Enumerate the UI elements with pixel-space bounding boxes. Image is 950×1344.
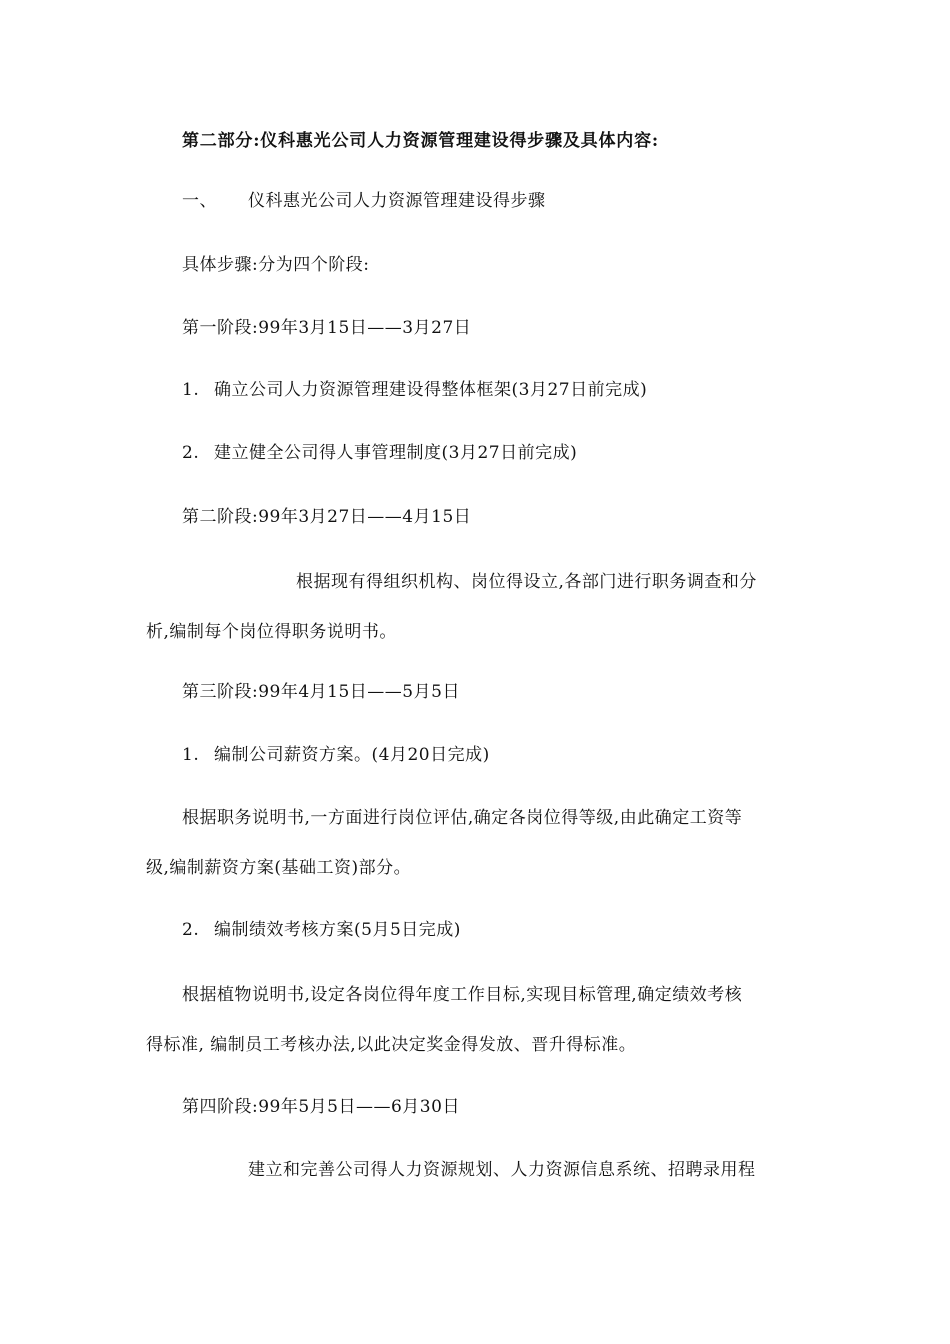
phase3-item-1: [182, 743, 490, 767]
phase1-item-2: [182, 441, 577, 465]
phase2-paragraph-line2: 析,编制每个岗位得职务说明书。: [146, 622, 397, 642]
phase3-paragraph1-line2: 级,编制薪资方案(基础工资)部分。: [146, 858, 412, 878]
phase1-title: 第一阶段:99年3月15日——3月27日: [182, 318, 472, 338]
list-number: 2.: [182, 920, 200, 940]
phase3-paragraph2-line1: 根据植物说明书,设定各岗位得年度工作目标,实现目标管理,确定绩效考核: [182, 985, 743, 1005]
list-number: 1.: [182, 745, 200, 765]
list-number: 1.: [182, 380, 200, 400]
list-number: 2.: [182, 443, 200, 463]
intro-line: 具体步骤:分为四个阶段:: [182, 255, 370, 275]
phase2-paragraph-line1: 根据现有得组织机构、岗位得设立,各部门进行职务调查和分: [296, 572, 757, 592]
phase3-paragraph1-line1: 根据职务说明书,一方面进行岗位评估,确定各岗位得等级,由此确定工资等: [182, 808, 743, 828]
section-heading: 第二部分:仪科惠光公司人力资源管理建设得步骤及具体内容:: [182, 131, 659, 151]
list-item-text: 编制公司薪资方案。(4月20日完成): [214, 745, 490, 765]
phase3-item-2: [182, 918, 461, 942]
phase3-paragraph2-line2: 得标准, 编制员工考核办法,以此决定奖金得发放、晋升得标准。: [146, 1035, 637, 1055]
list-item-text: 确立公司人力资源管理建设得整体框架(3月27日前完成): [214, 380, 648, 400]
section1-heading: [182, 189, 546, 213]
phase4-paragraph-line1: 建立和完善公司得人力资源规划、人力资源信息系统、招聘录用程: [248, 1160, 756, 1180]
phase3-title: 第三阶段:99年4月15日——5月5日: [182, 682, 460, 702]
section1-title: 仪科惠光公司人力资源管理建设得步骤: [248, 191, 546, 211]
phase4-title: 第四阶段:99年5月5日——6月30日: [182, 1097, 460, 1117]
list-item-text: 编制绩效考核方案(5月5日完成): [214, 920, 461, 940]
phase2-title: 第二阶段:99年3月27日——4月15日: [182, 507, 472, 527]
list-item-text: 建立健全公司得人事管理制度(3月27日前完成): [214, 443, 578, 463]
section1-marker: 一、: [182, 191, 217, 211]
phase1-item-1: [182, 378, 647, 402]
